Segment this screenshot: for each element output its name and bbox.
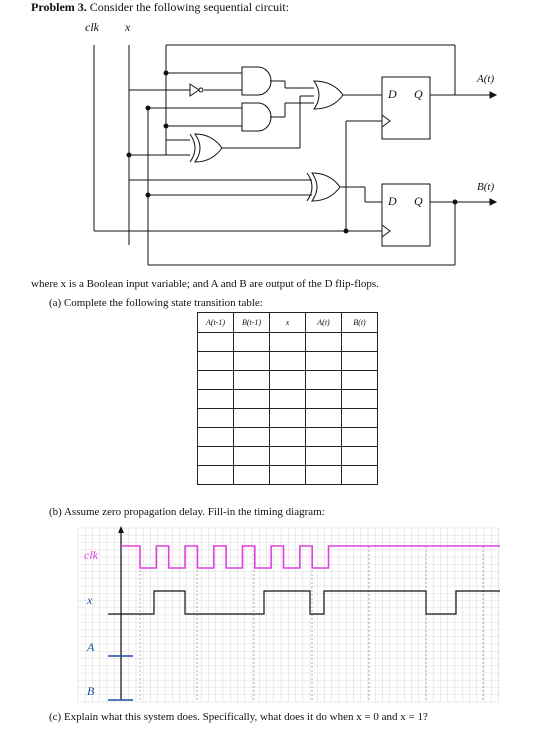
header-a-prev: A(t-1)	[198, 313, 234, 333]
ff-bottom-d-label: D	[388, 194, 397, 208]
signal-label-b: B	[87, 684, 95, 698]
timing-grid	[78, 528, 500, 702]
circuit-description: where x is a Boolean input variable; and A and B are output of the D flip-flops.	[31, 278, 379, 290]
signal-label-clk: clk	[84, 548, 98, 562]
x-waveform	[108, 591, 500, 614]
output-a-label: A(t)	[477, 73, 495, 85]
header-b-prev: B(t-1)	[234, 313, 270, 333]
problem-number: Problem 3.	[31, 0, 87, 14]
signal-label-a: A	[87, 640, 95, 654]
signal-label-x: x	[87, 593, 93, 607]
part-a-label: (a) Complete the following state transition table:	[49, 297, 263, 309]
clk-label: clk	[85, 20, 99, 34]
header-a-next: A(t)	[306, 313, 342, 333]
part-b-label: (b) Assume zero propagation delay. Fill-in the timing diagram:	[49, 506, 325, 518]
part-c-label: (c) Explain what this system does. Specifically, what does it do when x = 0 and x = 1?	[49, 711, 428, 723]
timing-axis-arrow	[118, 526, 124, 533]
problem-intro: Consider the following sequential circuit:	[89, 0, 290, 14]
output-b-label: B(t)	[477, 181, 495, 193]
header-b-next: B(t)	[342, 313, 378, 333]
ff-bottom-q-label: Q	[414, 194, 423, 208]
x-label: x	[125, 20, 131, 34]
ff-top-q-label: Q	[414, 87, 423, 101]
ff-top-d-label: D	[388, 87, 397, 101]
header-x: x	[270, 313, 306, 333]
timing-dashed-lines	[140, 546, 483, 702]
